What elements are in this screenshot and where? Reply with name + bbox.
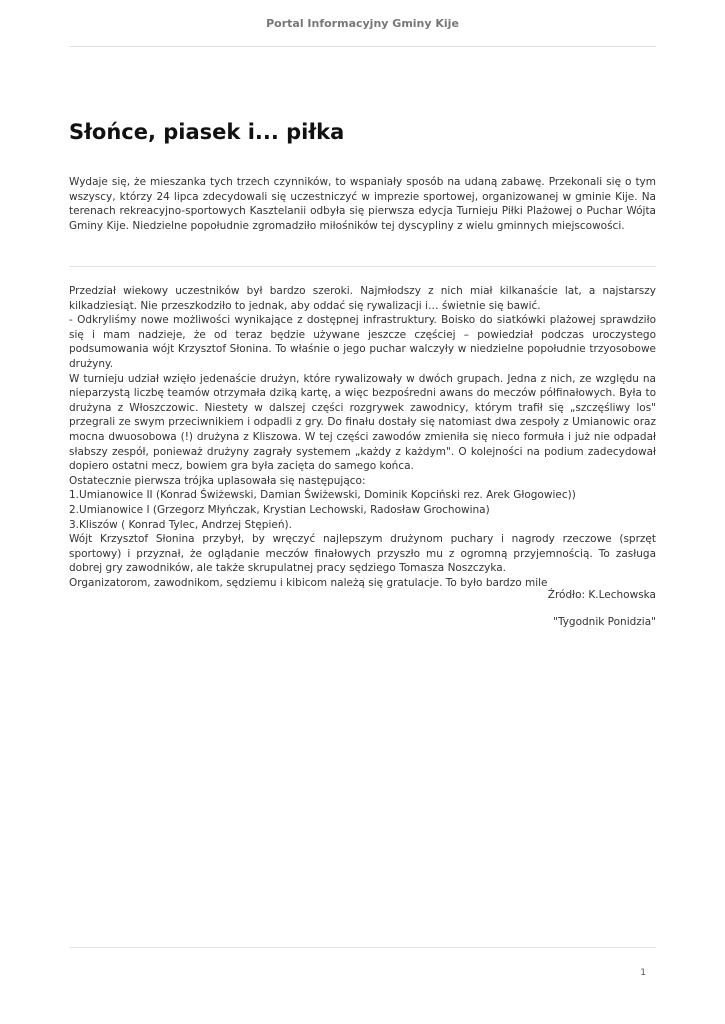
source-author: Źródło: K.Lechowska: [547, 589, 656, 601]
lead-divider: [69, 266, 656, 267]
ranking-item: 3.Kliszów ( Konrad Tylec, Andrzej Stępień).: [69, 518, 292, 531]
source-publication: "Tygodnik Ponidzia": [553, 616, 656, 628]
body-paragraph: W turnieju udział wzięło jedenaście drużyn, które rywalizowały w dwóch grupach. Jedna z nich, ze względu na nieparzystą liczbę teamów otrzymała dziką kartę, a więc bezpośredni awans do meczów półfinałowych. Była to drużyna z Włoszczowic. Niestety w dalszej części rozgrywek zawodnicy, którym trafił się „szczęśliwy los" przegrali ze swym przeciwnikiem i odpadli z gry. Do finału dostały się natomiast dwa zespoły z Umianowic oraz mocna dwuosobowa (!) drużyna z Kliszowa. W tej części zawodów zmieniła się nieco formuła i już nie odpadał słabszy zespół, ponieważ drużyny zagrały systemem „każdy z każdym". O kolejności na podium zadecydował dopiero ostatni mecz, bowiem gra była zacięta do samego końca.: [69, 372, 656, 473]
article-lead: Wydaje się, że mieszanka tych trzech czynników, to wspaniały sposób na udaną zabawę. Przekonali się o tym wszyscy, którzy 24 lipca zdecydowali się uczestniczyć w imprezie sportowej, organizowanej w gminie Kije. Na terenach rekreacyjno-sportowych Kasztelanii odbyła się pierwsza edycja Turnieju Piłki Plażowej o Puchar Wójta Gminy Kije. Niedzielne popołudnie zgromadziło miłośników tej dyscypliny z wielu gminnych miejscowości.: [69, 176, 656, 232]
page-number: 1: [640, 968, 646, 978]
article-body: [69, 284, 656, 590]
ranking-item: 1.Umianowice II (Konrad Świżewski, Damian Świżewski, Dominik Kopciński rez. Arek Głogowiec)): [69, 489, 576, 502]
header-divider: [69, 46, 656, 47]
ranking-item: 2.Umianowice I (Grzegorz Młyńczak, Krystian Lechowski, Radosław Grochowina): [69, 503, 490, 516]
footer-divider: [69, 947, 656, 948]
article-title: Słońce, piasek i... piłka: [69, 120, 345, 144]
body-paragraph: Organizatorom, zawodnikom, sędziemu i kibicom należą się gratulacje. To było bardzo mile: [69, 576, 548, 589]
body-paragraph: Ostatecznie pierwsza trójka uplasowała się następująco:: [69, 474, 366, 487]
body-paragraph: - Odkryliśmy nowe możliwości wynikające z dostępnej infrastruktury. Boisko do siatkówki plażowej sprawdziło się i mam nadzieje, że od teraz będzie używane jeszcze częściej – powiedział podczas uroczystego podsumowania wójt Krzysztof Słonina. To właśnie o jego puchar walczyły w niedzielne popołudnie trzyosobowe drużyny.: [69, 314, 656, 370]
body-paragraph: Wójt Krzysztof Słonina przybył, by wręczyć najlepszym drużynom puchary i nagrody rzeczowe (sprzęt sportowy) i przyznał, że oglądanie meczów finałowych przyszło mu z ogromną przyjemnością. To zasługa dobrej gry zawodników, ale także skrupulatnej pracy sędziego Tomasza Noszczyka.: [69, 533, 656, 575]
portal-name-header: Portal Informacyjny Gminy Kije: [266, 17, 459, 30]
body-paragraph: Przedział wiekowy uczestników był bardzo szeroki. Najmłodszy z nich miał kilkanaście lat, a najstarszy kilkadziesiąt. Nie przeszkodziło to jednak, aby oddać się rywalizacji i… świetnie się bawić.: [69, 285, 656, 312]
